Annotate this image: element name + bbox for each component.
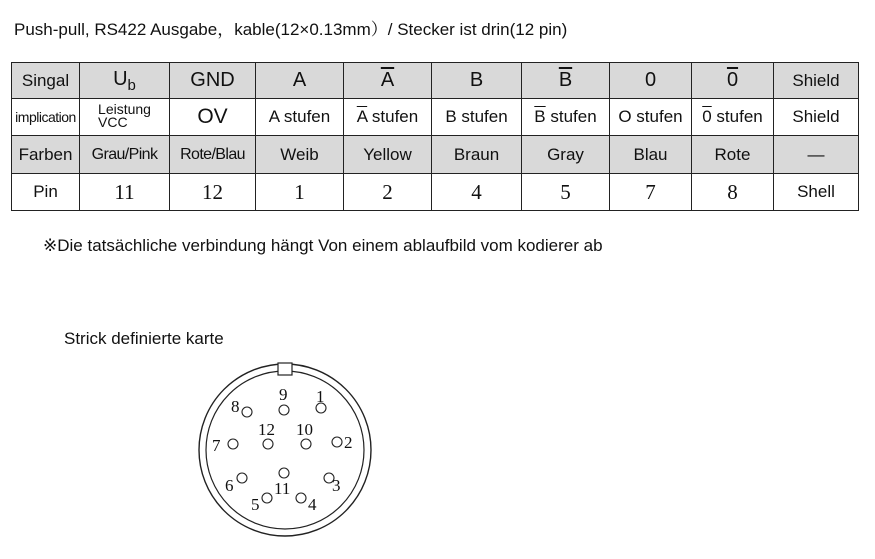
table-row-implication [12,99,859,136]
pin-label-3: 3 [332,476,341,495]
pin-8-hole [242,407,252,417]
row-label-signal: Singal [12,63,80,99]
cell-pin: 12 [170,174,256,211]
table-row-signal [12,63,859,99]
connection-note: ※Die tatsächliche verbindung hängt Von einem ablaufbild vom kodierer ab [43,236,603,255]
pin-label-12: 12 [258,420,275,439]
pin-label-6: 6 [225,476,234,495]
pin-label-8: 8 [231,397,240,416]
pin-11-hole [279,468,289,478]
cell-signal-b-bar: $\overline{B}$ [522,63,610,99]
row-label-colors: Farben [12,136,80,174]
pin-label-5: 5 [251,495,260,514]
cell-pin: 7 [610,174,692,211]
cell-color: — [774,136,859,174]
pin-6-hole [237,473,247,483]
cell-impl-a: A stufen [256,99,344,136]
cell-pin: 8 [692,174,774,211]
cell-color: Grau/Pink [80,136,170,174]
pin-label-2: 2 [344,433,353,452]
pin-2-hole [332,437,342,447]
row-label-implication: implication [12,99,80,136]
pin-10-hole [301,439,311,449]
pin-label-11: 11 [274,479,291,498]
cell-pin: 5 [522,174,610,211]
pin-label-9: 9 [279,385,288,404]
connector-key-notch [278,363,292,375]
cell-impl-a-bar: $\overline{A}$ stufen [344,99,432,136]
cell-signal-zero-bar: 0 [692,63,774,99]
table-row-colors [12,136,859,174]
row-label-pins: Pin [12,174,80,211]
table-row-pins [12,174,859,211]
pin-label-1: 1 [316,387,325,406]
pin-4-hole [296,493,306,503]
cell-color: Gray [522,136,610,174]
cell-pin: 1 [256,174,344,211]
cell-pin: Shell [774,174,859,211]
cell-signal-zero: 0 [610,63,692,99]
pin-7-hole [228,439,238,449]
connector-caption: Strick definierte karte [64,329,224,348]
pin-label-10: 10 [296,420,313,439]
cell-color: Yellow [344,136,432,174]
cell-signal-a: A [256,63,344,99]
cell-signal-b: B [432,63,522,99]
cell-signal-ub: $U_b$ [80,63,170,99]
pin-5-hole [262,493,272,503]
cell-impl-ov: OV [170,99,256,136]
cell-impl-b-bar: $\overline{B}$ stufen [522,99,610,136]
cell-color: Weib [256,136,344,174]
cell-signal-shield: Shield [774,63,859,99]
cell-impl-zero-bar: 0 stufen [692,99,774,136]
pin-label-7: 7 [212,436,221,455]
page-title: Push-pull, RS422 Ausgabe，kable(12×0.13mm）/ Stecker ist drin(12 pin) [14,20,568,39]
cell-color: Rote [692,136,774,174]
connector-pinout-diagram [195,360,375,540]
cell-impl-shield: Shield [774,99,859,136]
cell-pin: 11 [80,174,170,211]
cell-signal-a-bar: $\overline{A}$ [344,63,432,99]
cell-impl-o: O stufen [610,99,692,136]
cell-pin: 2 [344,174,432,211]
cell-color: Rote/Blau [170,136,256,174]
cell-pin: 4 [432,174,522,211]
pin-9-hole [279,405,289,415]
pin-assignment-table [11,62,859,211]
cell-color: Blau [610,136,692,174]
cell-signal-gnd: GND [170,63,256,99]
cell-color: Braun [432,136,522,174]
cell-impl-power: Leistung VCC [80,99,170,136]
pin-label-4: 4 [308,495,317,514]
pin-12-hole [263,439,273,449]
cell-impl-b: B stufen [432,99,522,136]
